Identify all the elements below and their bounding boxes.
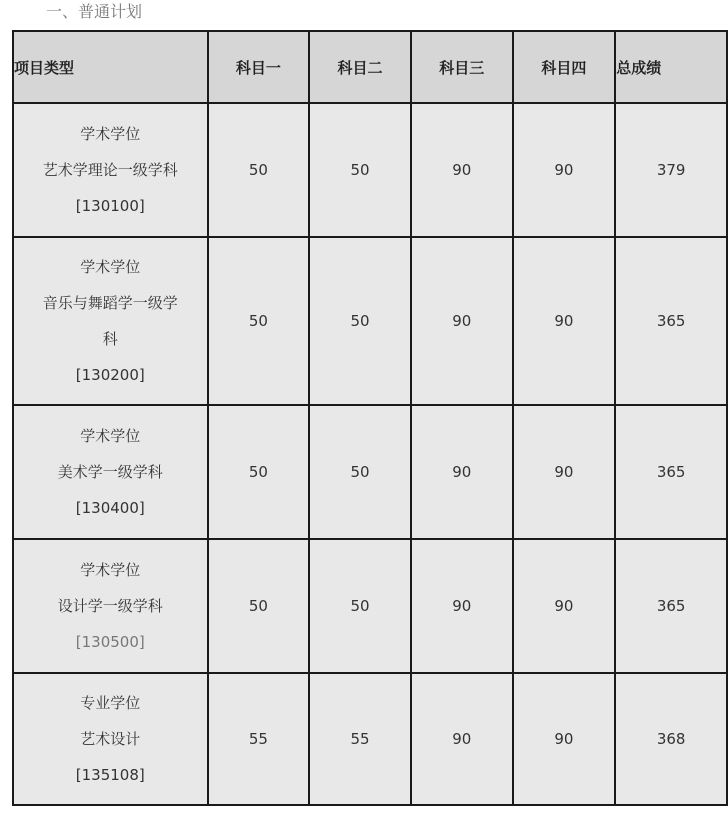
subject-2-score: 55 — [309, 673, 411, 805]
subject-4-score: 90 — [513, 539, 616, 673]
table-row — [13, 673, 727, 805]
subject-2-score: 50 — [309, 103, 411, 237]
table-row — [13, 539, 727, 673]
subject-1-score: 50 — [208, 103, 310, 237]
program-degree: 专业学位 — [80, 694, 141, 712]
total-score: 379 — [615, 103, 727, 237]
subject-2-score: 50 — [309, 405, 411, 539]
program-degree: 学术学位 — [80, 258, 141, 276]
program-discipline: 美术学一级学科 — [57, 463, 163, 481]
program-type-cell — [13, 103, 208, 237]
section-title: 一、普通计划 — [46, 2, 143, 21]
header-subject-1: 科目一 — [208, 31, 310, 103]
program-discipline-cont: 科 — [102, 330, 118, 348]
score-table — [12, 30, 728, 806]
total-score: 365 — [615, 405, 727, 539]
program-discipline: 设计学一级学科 — [57, 597, 163, 615]
program-type-cell — [13, 539, 208, 673]
program-discipline: 艺术设计 — [80, 730, 141, 748]
subject-3-score: 90 — [411, 103, 513, 237]
header-type: 项目类型 — [13, 31, 208, 103]
subject-1-score: 50 — [208, 405, 310, 539]
subject-4-score: 90 — [513, 103, 616, 237]
total-score: 365 — [615, 539, 727, 673]
program-type-cell — [13, 673, 208, 805]
table-row — [13, 103, 727, 237]
program-degree: 学术学位 — [80, 427, 141, 445]
subject-3-score: 90 — [411, 673, 513, 805]
program-code: [130100] — [75, 197, 145, 215]
subject-2-score: 50 — [309, 539, 411, 673]
program-discipline: 音乐与舞蹈学一级学 — [42, 294, 178, 312]
subject-3-score: 90 — [411, 539, 513, 673]
subject-4-score: 90 — [513, 673, 616, 805]
subject-1-score: 50 — [208, 237, 310, 405]
header-subject-4: 科目四 — [513, 31, 616, 103]
table-row — [13, 237, 727, 405]
subject-3-score: 90 — [411, 237, 513, 405]
program-type-cell — [13, 405, 208, 539]
subject-4-score: 90 — [513, 237, 616, 405]
program-type-cell — [13, 237, 208, 405]
header-total: 总成绩 — [615, 31, 727, 103]
subject-1-score: 50 — [208, 539, 310, 673]
total-score: 368 — [615, 673, 727, 805]
program-code: [130500] — [75, 633, 145, 651]
header-subject-2: 科目二 — [309, 31, 411, 103]
table-row — [13, 405, 727, 539]
program-code: [130200] — [75, 366, 145, 384]
program-degree: 学术学位 — [80, 125, 141, 143]
program-code: [130400] — [75, 499, 145, 517]
subject-1-score: 55 — [208, 673, 310, 805]
subject-4-score: 90 — [513, 405, 616, 539]
program-discipline: 艺术学理论一级学科 — [42, 161, 178, 179]
subject-3-score: 90 — [411, 405, 513, 539]
header-subject-3: 科目三 — [411, 31, 513, 103]
header-row — [13, 31, 727, 103]
program-code: [135108] — [75, 766, 145, 784]
program-degree: 学术学位 — [80, 561, 141, 579]
subject-2-score: 50 — [309, 237, 411, 405]
total-score: 365 — [615, 237, 727, 405]
